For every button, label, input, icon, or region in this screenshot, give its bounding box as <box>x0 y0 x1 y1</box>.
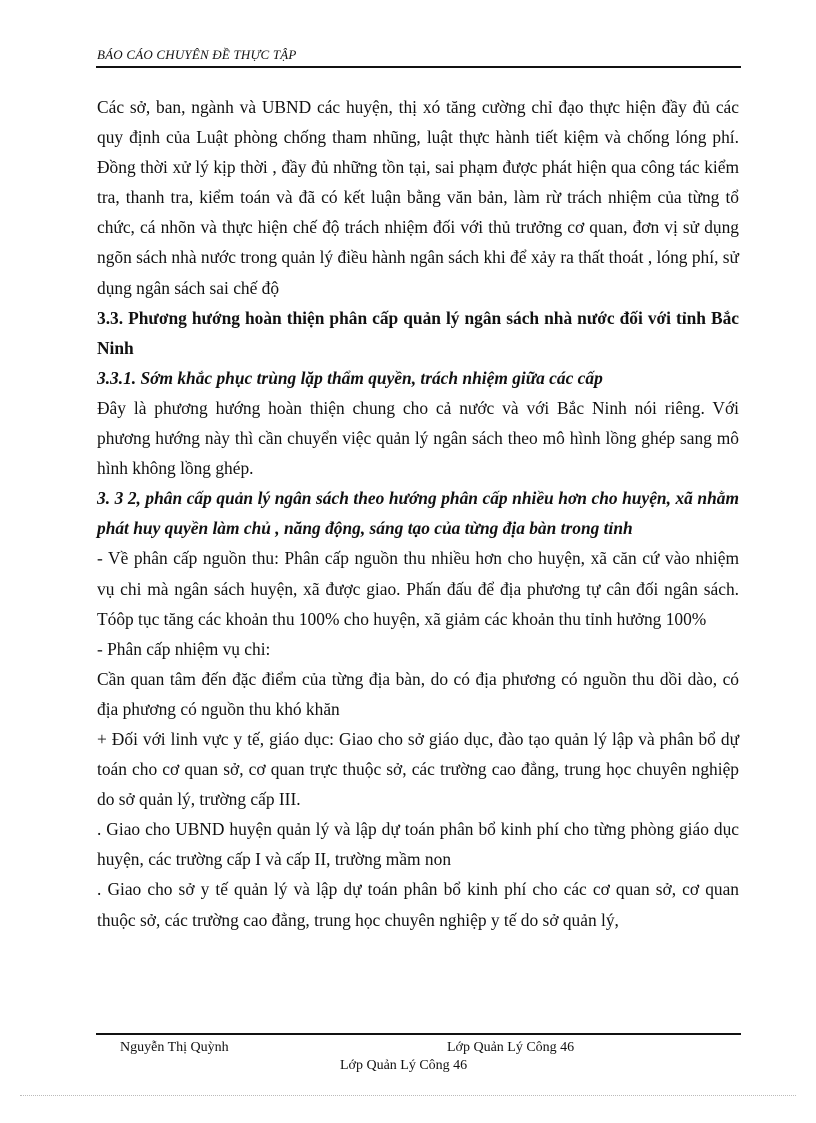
footer-class-center: Lớp Quản Lý Công 46 <box>340 1058 468 1073</box>
heading-3-3-1: 3.3.1. Sớm khắc phục trùng lặp thẩm quyền, trách nhiệm giữa các cấp <box>97 367 603 388</box>
paragraph-5: Cần quan tâm đến đặc điểm của từng địa bàn, do có địa phương có nguồn thu dồi dào, có địa phương có nguồn thu khó khăn <box>97 668 739 719</box>
paragraph-7: . Giao cho UBND huyện quản lý và lập dự toán phân bổ kinh phí cho từng phòng giáo dục huyện, các trường cấp I và cấp II, trường mầm non <box>97 819 739 870</box>
heading-3-3: 3.3. Phương hướng hoàn thiện phân cấp quản lý ngân sách nhà nước đối với tỉnh Bắc Ninh <box>97 307 739 358</box>
footer-divider <box>96 1033 741 1035</box>
paragraph-1: Các sở, ban, ngành và UBND các huyện, thị xó tăng cường chỉ đạo thực hiện đầy đủ các quy định của Luật phòng chống tham nhũng, luật thực hành tiết kiệm và chống lóng phí. Đồng thời xử lý kịp thời , đầy đủ những tồn tại, sai phạm được phát hiện qua công tác kiểm tra, thanh tra, kiểm toán và đã có kết luận bằng văn bản, làm rừ trách nhiệm của từng tổ chức, cá nhõn và thực hiện chế độ trách nhiệm đối với thủ trưởng cơ quan, đơn vị sử dụng ngõn sách nhà nước trong quản lý điều hành ngân sách khi để xảy ra thất thoát , lóng phí, sử dụng ngân sách sai chế độ <box>97 97 739 298</box>
paragraph-8: . Giao cho sở y tế quản lý và lập dự toán phân bổ kinh phí cho các cơ quan sở, cơ quan thuộc sở, các trường cao đẳng, trung học chuyên nghiệp y tế do sở quản lý, <box>97 879 739 930</box>
header-divider <box>96 66 741 68</box>
heading-3-3-2: 3. 3 2, phân cấp quản lý ngân sách theo hướng phân cấp nhiều hơn cho huyện, xã nhằm phát huy quyền làm chủ , năng động, sáng tạo của từng địa bàn trong tỉnh <box>97 488 739 539</box>
paragraph-6: + Đối với linh vực y tế, giáo dục: Giao cho sở giáo dục, đào tạo quản lý lập và phân bổ dự toán cho cơ quan sở, cơ quan trực thuộc sở, các trường cao đẳng, trung học chuyên nghiệp do sở quản lý, trường cấp III. <box>97 728 739 810</box>
paragraph-3: - Về phân cấp nguồn thu: Phân cấp nguồn thu nhiều hơn cho huyện, xã căn cứ vào nhiệm vụ chi mà ngân sách huyện, xã được giao. Phấn đấu để địa phương tự cân đối ngân sách. Tóôp tục tăng các khoản thu 100% cho huyện, xã giảm các khoản thu tỉnh hưởng 100% <box>97 548 739 629</box>
footer-class-right: Lớp Quản Lý Công 46 <box>447 1040 575 1055</box>
paragraph-4: - Phân cấp nhiệm vụ chi: <box>97 638 271 659</box>
paragraph-2: Đây là phương hướng hoàn thiện chung cho cả nước và với Bắc Ninh nói riêng. Với phương hướng này thì cần chuyển việc quản lý ngân sách theo mô hình lồng ghép sang mô hình không lồng ghép. <box>97 397 739 479</box>
running-header: BÁO CÁO CHUYÊN ĐỀ THỰC TẬP <box>97 47 297 62</box>
footer-author: Nguyễn Thị Quỳnh <box>120 1040 229 1055</box>
page-bottom-dotted-line <box>20 1095 796 1096</box>
document-body <box>97 92 739 935</box>
